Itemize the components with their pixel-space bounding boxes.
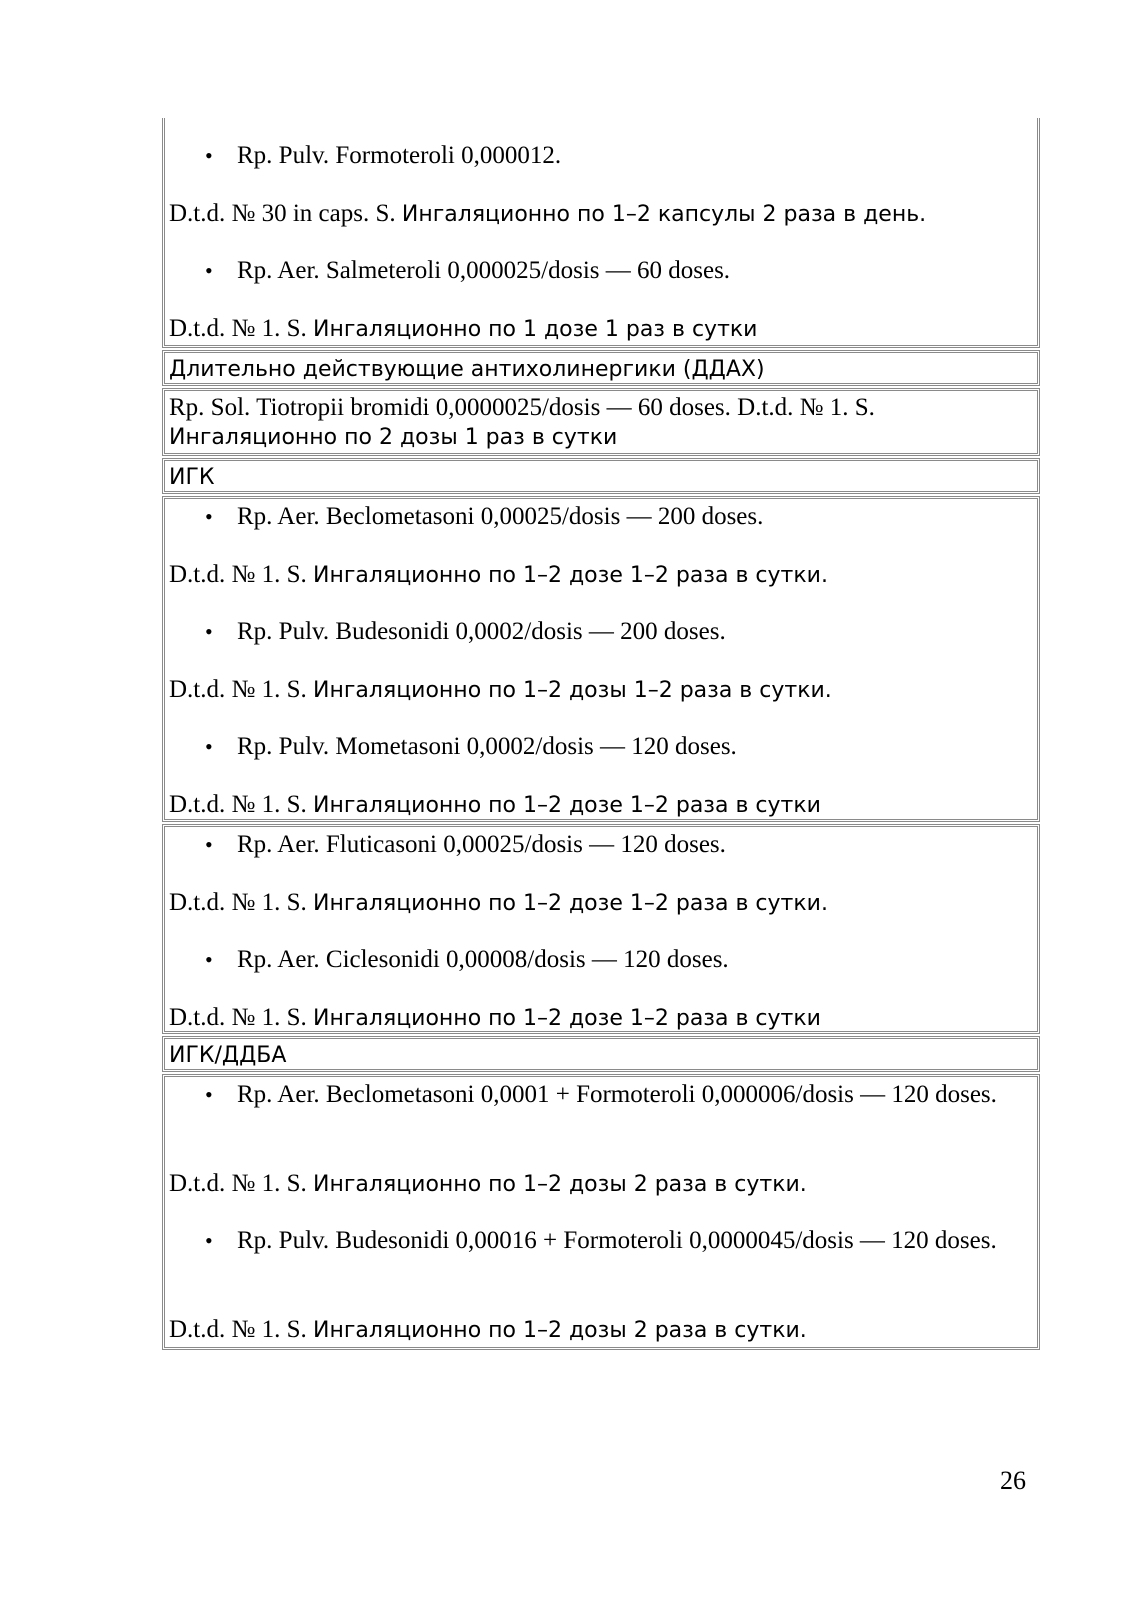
table-cell-igk-2 [162,824,1040,1034]
prescription-text: Rp. Pulv. Budesonidi 0,0002/dosis — 200 doses. [237,618,726,645]
bullet-icon: • [205,504,213,529]
dosage-line: D.t.d. № 1. S. Ингаляционно по 1 дозе 1 раз в сутки [169,315,758,342]
bullet-icon: • [205,1082,213,1107]
prescription-text: Rp. Aer. Beclometasoni 0,0001 + Formoteroli 0,000006/dosis — 120 doses. [237,1081,997,1108]
section-header-igk-ddba [162,1036,1040,1072]
prescription-text: Rp. Pulv. Formoteroli 0,000012. [237,142,562,169]
dosage-line: D.t.d. № 1. S. Ингаляционно по 1–2 дозе 1–2 раза в сутки [169,791,821,818]
prescription-item [205,1225,1027,1257]
table-cell-combination [162,1074,1040,1350]
section-header-text: ИГК [169,465,215,490]
dosage-line: D.t.d. № 1. S. Ингаляционно по 1–2 дозы 2 раза в сутки. [169,1316,807,1343]
bullet-icon: • [205,734,213,759]
dosage-line: D.t.d. № 1. S. Ингаляционно по 1–2 дозе 1–2 раза в сутки. [169,561,828,588]
tiotropium-prescription: Rp. Sol. Tiotropii bromidi 0,0000025/dosis — 60 doses. D.t.d. № 1. S. Ингаляционно по 2 дозы 1 раз в сутки [169,394,875,450]
section-header-igk [162,458,1040,494]
prescription-text: Rp. Aer. Beclometasoni 0,00025/dosis — 200 doses. [237,503,764,530]
table-cell-ddba [162,118,1040,348]
prescription-item [205,1079,1027,1111]
bullet-icon: • [205,619,213,644]
prescription-item [205,140,562,172]
dosage-line: D.t.d. № 1. S. Ингаляционно по 1–2 дозе 1–2 раза в сутки. [169,889,828,916]
prescription-item [205,616,726,648]
prescription-item [205,501,764,533]
table-cell-igk-1 [162,496,1040,822]
section-header-text: ИГК/ДДБА [169,1043,287,1068]
section-header-text: Длительно действующие антихолинергики (ДДАХ) [169,357,765,382]
prescription-text: Rp. Pulv. Mometasoni 0,0002/dosis — 120 doses. [237,733,737,760]
dosage-line: D.t.d. № 30 in caps. S. Ингаляционно по 1–2 капсулы 2 раза в день. [169,200,927,227]
bullet-icon: • [205,1228,213,1253]
bullet-icon: • [205,258,213,283]
dosage-line: D.t.d. № 1. S. Ингаляционно по 1–2 дозы 2 раза в сутки. [169,1170,807,1197]
bullet-icon: • [205,832,213,857]
dosage-line: D.t.d. № 1. S. Ингаляционно по 1–2 дозы 1–2 раза в сутки. [169,676,832,703]
table-cell-tiotropium [162,388,1040,456]
prescription-item [205,944,729,976]
prescription-text: Rp. Aer. Ciclesonidi 0,00008/dosis — 120 doses. [237,946,729,973]
prescription-text: Rp. Pulv. Budesonidi 0,00016 + Formoteroli 0,0000045/dosis — 120 doses. [237,1227,997,1254]
page-number: 26 [1000,1466,1026,1495]
bullet-icon: • [205,947,213,972]
prescription-item [205,731,737,763]
prescription-text: Rp. Aer. Fluticasoni 0,00025/dosis — 120 doses. [237,831,726,858]
prescription-text: Rp. Aer. Salmeteroli 0,000025/dosis — 60 doses. [237,257,731,284]
prescription-item [205,829,726,861]
dosage-line: D.t.d. № 1. S. Ингаляционно по 1–2 дозе 1–2 раза в сутки [169,1004,821,1031]
section-header-ddah [162,350,1040,386]
prescription-item [205,255,731,287]
bullet-icon: • [205,143,213,168]
